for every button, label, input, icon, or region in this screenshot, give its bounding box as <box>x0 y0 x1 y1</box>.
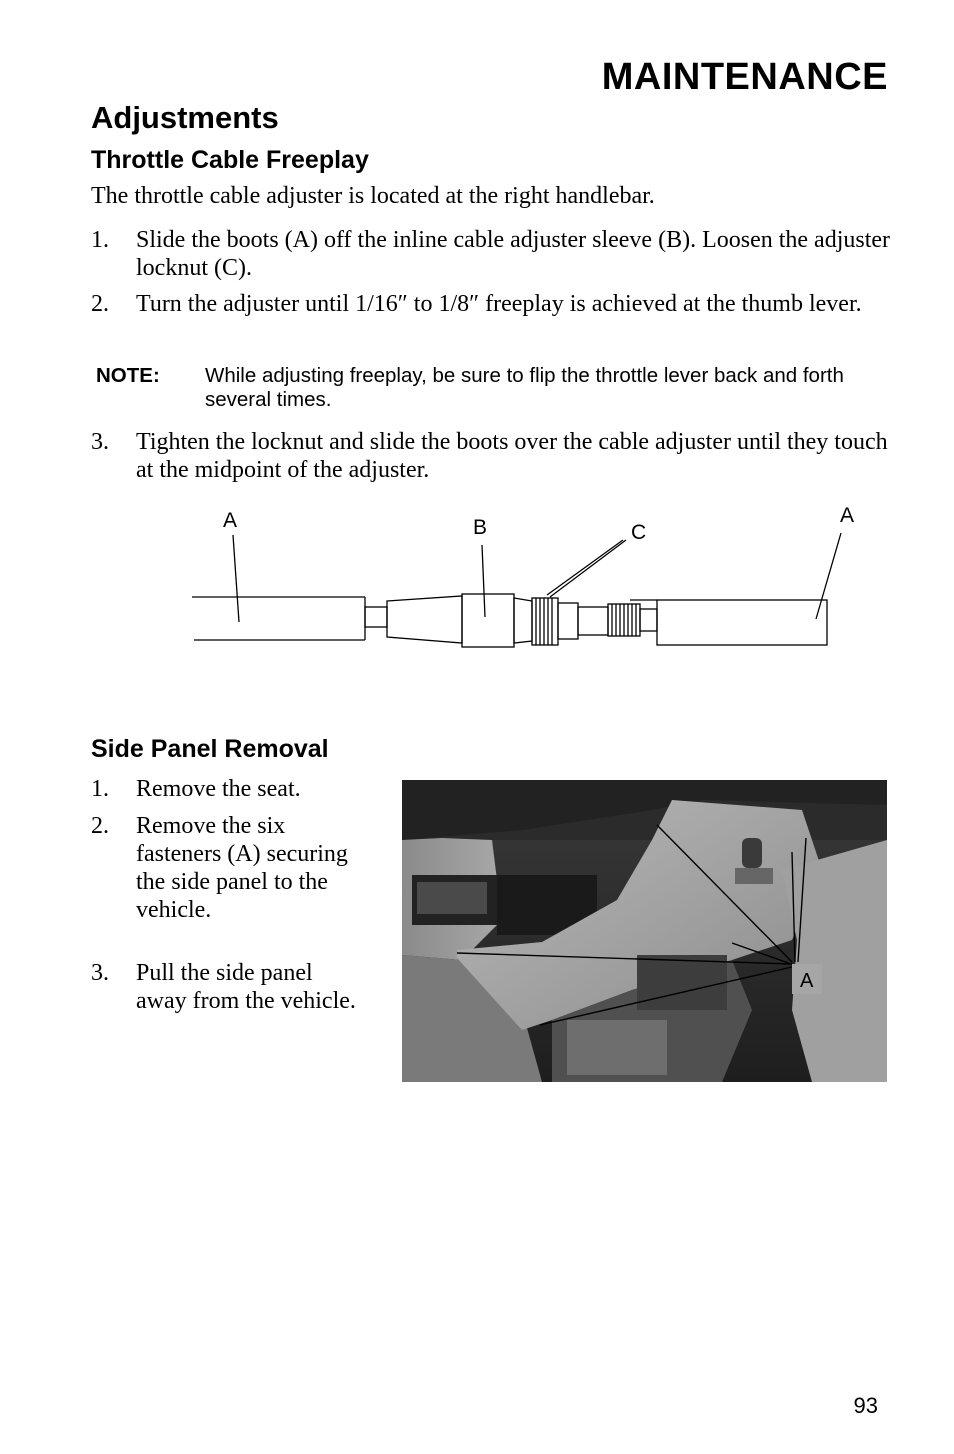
section-header: MAINTENANCE <box>601 56 888 98</box>
note-label: NOTE: <box>96 364 160 387</box>
side-panel-photo <box>402 780 887 1082</box>
label-a-right: A <box>840 504 855 527</box>
step-text: Slide the boots (A) off the inline cable adjuster sleeve (B). Loosen the adjuster locknut (C). <box>136 227 891 281</box>
note-text: While adjusting freeplay, be sure to flip the throttle lever back and forth several times. <box>205 364 844 411</box>
label-c: C <box>631 521 647 544</box>
label-a-left: A <box>223 509 238 532</box>
label-b: B <box>473 516 488 539</box>
step-number: 1. <box>91 227 109 253</box>
side-panel-subheading: Side Panel Removal <box>91 735 329 763</box>
page-heading: Adjustments <box>91 100 279 135</box>
step-text: Pull the side panel away from the vehicle. <box>136 960 356 1014</box>
throttle-intro-text: The throttle cable adjuster is located at the right handlebar. <box>91 183 655 209</box>
step-text: Remove the seat. <box>136 776 301 802</box>
page-number: 93 <box>853 1393 878 1418</box>
step-number: 2. <box>91 813 109 839</box>
step-number: 2. <box>91 291 109 317</box>
step-number: 1. <box>91 776 109 802</box>
step-number: 3. <box>91 429 109 455</box>
step-text: Turn the adjuster until 1/16″ to 1/8″ freeplay is achieved at the thumb lever. <box>136 291 862 317</box>
photo-label-a: A <box>800 970 814 992</box>
step-text: Tighten the locknut and slide the boots over the cable adjuster until they touch at the midpoint of the adjuster. <box>136 429 888 483</box>
cable-adjuster-diagram <box>180 495 870 670</box>
step-text: Remove the six fasteners (A) securing the side panel to the vehicle. <box>136 813 348 923</box>
throttle-cable-subheading: Throttle Cable Freeplay <box>91 146 369 174</box>
step-number: 3. <box>91 960 109 986</box>
